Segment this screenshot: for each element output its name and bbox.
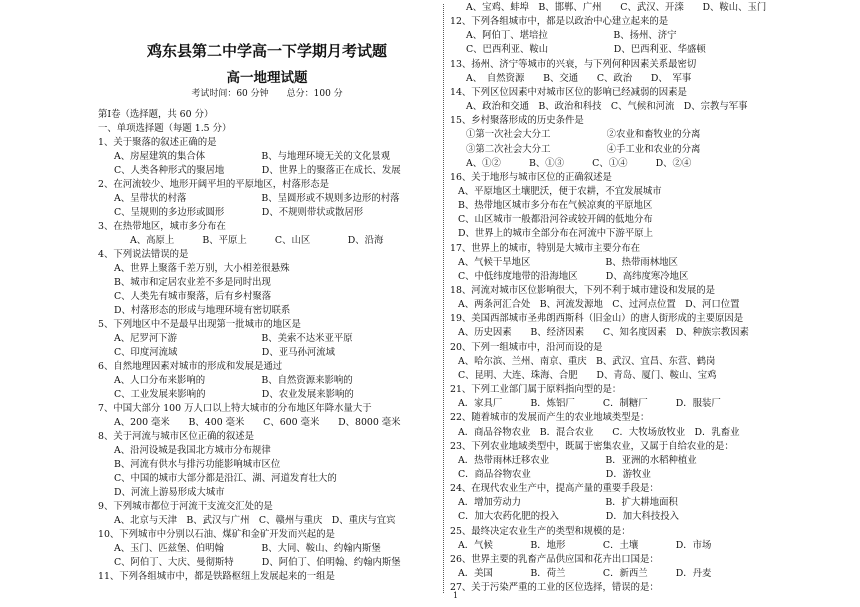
question-line: 8、关于河流与城市区位正确的叙述是: [98, 431, 254, 442]
subject-title: 高一地理试题: [226, 70, 308, 86]
option-line: A、两条河汇合处 B、河流发源地 C、过河点位置 D、河口位置: [458, 299, 740, 311]
option-line: A．家具厂 B．炼铝厂 C．制糖厂 D．服装厂: [458, 398, 721, 410]
question-line: 3、在热带地区，城市多分布在: [98, 221, 226, 232]
question-line: 17、世界上的城市，特别是大城市主要分布在: [450, 242, 641, 254]
column-divider: [443, 4, 444, 593]
option-line: A．气候 B．地形 C．土壤 D．市场: [458, 539, 712, 551]
question-line: 6、自然地理因素对城市的形成和发展是通过: [98, 361, 283, 372]
option-line: A、历史因素 B、经济因素 C、知名度因素 D、种族宗教因素: [458, 327, 749, 339]
option-line: C．加大农药化肥的投入 D．加大科技投入: [458, 511, 679, 523]
option-line: C、呈规则的多边形或圆形 D、不规则带状或散居形: [114, 207, 364, 218]
question-line: 27、关于污染严重的工业的区位选择，错误的是：: [450, 582, 659, 594]
option-line: D、世界上的城市全部分布在河流中下游平原上: [458, 228, 654, 240]
question-line: 18、河流对城市区位影响很大，下列不利于城市建设和发展的是: [450, 285, 716, 296]
option-line: A、尼罗河下游 B、美索不达米亚平原: [114, 333, 353, 344]
option-line: A、①② B、①③ C、①④ D、②④: [466, 157, 692, 169]
question-line: 2、在河流较少、地形开阔平坦的平原地区，村落形态是: [98, 179, 329, 190]
option-line: C、印度河流域 D、亚马孙河流域: [114, 347, 335, 358]
question-line: 1、关于聚落的叙述正确的是: [98, 137, 217, 148]
option-line: A．增加劳动力 B．扩大耕地面积: [458, 497, 678, 509]
question-line: 14、下列区位因素中对城市区位的影响已经减弱的因素是: [450, 86, 687, 98]
option-line: A、房屋建筑的集合体 B、与地理环境无关的文化景观: [114, 151, 391, 162]
option-line: A、宝鸡、蚌埠 B、邯郸、广州 C、武汉、开滦 D、鞍山、玉门: [466, 2, 767, 13]
option-line: A、高原上 B、平原上 C、山区 D、沿海: [130, 235, 384, 246]
question-line: 24、在现代农业生产中，提高产量的重要手段是：: [450, 483, 659, 495]
question-line: 23、下列农业地域类型中，既属于密集农业，又属于自给农业的是：: [450, 440, 734, 452]
question-line: 19、美国西部城市圣弗朗西斯科（旧金山）的唐人街形成的主要原因是: [450, 313, 744, 325]
exam-title: 鸡东县第二中学高一下学期月考试题: [146, 42, 387, 60]
option-line: A、玉门、匹兹堡、伯明翰 B、大同、鞍山、约翰内斯堡: [114, 543, 381, 554]
option-line: A、人口分布来影响的 B、自然资源来影响的: [114, 375, 353, 386]
question-line: 25、最终决定农业生产的类型和规模的是：: [450, 525, 631, 537]
option-line: A、政治和交通 B、政治和科技 C、气候和河流 D、宗教与军事: [466, 101, 748, 113]
option-line: A．商品谷物农业 B．混合农业 C．大牧场放牧业 D．乳畜业: [458, 426, 740, 438]
option-line: B、热带地区城市多分布在气候凉爽的平原地区: [458, 200, 653, 212]
option-line: A、阿伯丁、堪培拉 B、扬州、济宁: [466, 30, 677, 42]
option-line: C．商品谷物农业 D．游牧业: [458, 468, 651, 480]
option-line: A、北京与天津 B、武汉与广州 C、赣州与重庆 D、重庆与宜宾: [114, 515, 396, 526]
option-line: A、气候干旱地区 B、热带雨林地区: [458, 256, 678, 268]
question-line: 22、随着城市的发展而产生的农业地域类型是：: [450, 412, 650, 424]
option-line: B、河流有供水与排污功能影响城市区位: [114, 459, 281, 470]
question-line: 9、下列城市都位于河流干支流交汇处的是: [98, 501, 273, 512]
option-line: A、200 毫米 B、400 毫米 C、600 毫米 D、8000 毫米: [114, 417, 401, 428]
question-line: 第Ⅰ卷（选择题，共 60 分）: [98, 109, 214, 120]
question-line: 5、下列地区中不是最早出现第一批城市的地区是: [98, 319, 301, 330]
option-line: A、沿河设城是我国北方城市分布规律: [114, 445, 271, 456]
option-line: A、世界上聚落千差万别，大小相差很悬殊: [114, 263, 290, 274]
question-line: 7、中国大部分 100 万人口以上特大城市的分布地区年降水量大于: [98, 403, 372, 414]
option-line: C、中低纬度地带的沿海地区 D、高纬度寒冷地区: [458, 270, 689, 282]
option-line: C、山区城市一般都沿河谷或较开阔的低地分布: [458, 214, 653, 226]
option-line: C、中国的城市大部分都是沿江、湖、河道发育壮大的: [114, 473, 337, 484]
option-line: C、昆明、大连、珠海、合肥 D、青岛、厦门、鞍山、宝鸡: [458, 369, 717, 381]
option-line: D、村落形态的形成与地理环境有密切联系: [114, 305, 291, 316]
question-line: 16、关于地形与城市区位的正确叙述是: [450, 171, 612, 183]
option-line: A．热带雨林迁移农业 B．亚洲的水稻种植业: [458, 454, 697, 466]
question-line: 12、下列各组城市中，都是以政治中心建立起来的是: [450, 16, 669, 28]
question-line: 13、扬州、济宁等城市的兴衰，与下列何种因素关系最密切: [450, 58, 697, 70]
question-line: 15、乡村聚落形成的历史条件是: [450, 115, 584, 127]
option-line: A、呈带状的村落 B、呈圆形或不规则多边形的村落: [114, 193, 400, 204]
option-line: A、平原地区土壤肥沃，便于农耕，不宜发展城市: [458, 185, 662, 197]
question-line: 一、单项选择题（每题 1.5 分）: [98, 123, 232, 134]
option-line: A、哈尔滨、兰州、南京、重庆 B、武汉、宜昌、东营、鹤岗: [458, 355, 716, 367]
option-line: C、工业发展来影响的 D、农业发展来影响的: [114, 389, 354, 400]
question-line: 10、下列城市中分别以石油、煤矿和金矿开发而兴起的是: [98, 529, 335, 540]
question-line: 21、下列工业部门属于原料指向型的是：: [450, 384, 622, 396]
option-line: A、 自然资源 B、交通 C、政治 D、 军事: [466, 72, 692, 84]
question-line: 20、下列一组城市中，沿河而设的是: [450, 341, 603, 353]
exam-time-info: 考试时间：60 分钟 总分：100 分: [191, 89, 343, 99]
question-line: 4、下列说法错误的是: [98, 249, 189, 260]
option-line: C、人类先有城市聚落，后有乡村聚落: [114, 291, 272, 302]
option-line: D、河流上游易形成大城市: [114, 487, 225, 498]
option-line: A．美国 B．荷兰 C．新西兰 D．丹麦: [458, 568, 712, 579]
question-line: 26、世界主要的乳畜产品供应国和花卉出口国是：: [450, 553, 659, 565]
option-line: ①第一次社会大分工 ②农业和畜牧业的分离: [466, 129, 701, 141]
question-line: 11、下列各组城市中，都是铁路枢纽上发展起来的一组是: [98, 571, 335, 582]
left-column: [98, 0, 436, 607]
option-line: B、城市和定居农业差不多是同时出现: [114, 277, 271, 288]
page-number: 1: [453, 591, 459, 600]
option-line: C、人类各种形式的聚居地 D、世界上的聚落正在成长、发展: [114, 165, 401, 176]
option-line: C、巴西利亚、鞍山 D、巴西利亚、华盛顿: [466, 44, 706, 56]
option-line: C、阿伯丁、大庆、曼彻斯特 D、阿伯丁、伯明翰、约翰内斯堡: [114, 557, 401, 568]
right-column: [450, 0, 795, 607]
option-line: ③第二次社会大分工 ④手工业和农业的分离: [466, 143, 701, 155]
